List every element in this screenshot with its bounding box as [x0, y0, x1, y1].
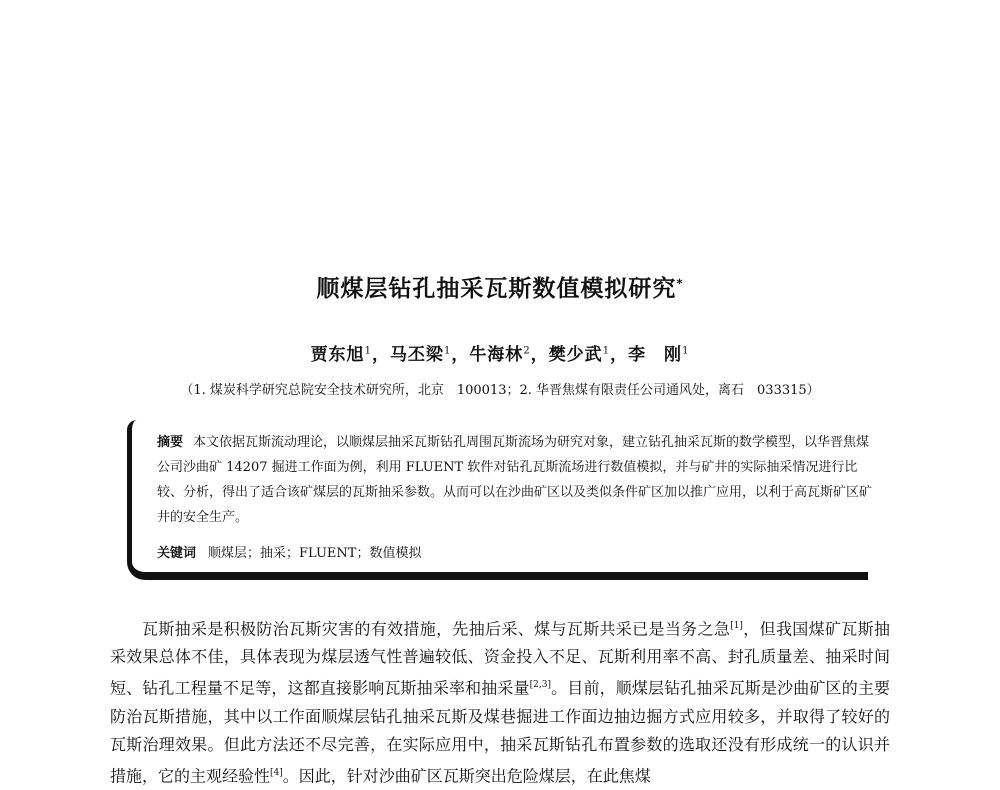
abstract	[157, 430, 877, 530]
author-affil-mark: 1	[682, 345, 690, 357]
abstract-label: 摘要	[157, 435, 184, 450]
citation: [2,3]	[529, 680, 552, 691]
author-affil-mark: 1	[443, 345, 452, 357]
author-name: 樊少武	[548, 345, 603, 365]
author-affil-mark: 1	[364, 345, 372, 357]
keywords-label: 关键词	[157, 546, 197, 561]
author-affil-mark: 2	[523, 345, 531, 357]
author-name: 马丕梁	[389, 345, 444, 365]
affiliation: （1. 煤炭科学研究总院安全技术研究所，北京 100013；2. 华晋焦煤有限责任公司通风处，离石 033315）	[180, 383, 820, 398]
author-list: 贾东旭$^1$，马丕梁$^1$，牛海林$^2$，樊少武$^1$，李 刚$^1$	[310, 345, 690, 365]
body-text: 。目前，顺煤层钻孔抽采瓦斯是沙曲矿区的主要防治瓦斯措施，其中以工作面顺煤层钻孔抽采瓦斯及煤巷掘进工作面边抽边掘方式应用较多，并取得了较好的瓦斯治理效果。但此方法还不尽完善，在实际应用中，抽采瓦斯钻孔布置参数的选取还没有形成统一的认识并措施，它的主观经验性	[110, 678, 890, 785]
keywords	[157, 542, 877, 561]
body-paragraph	[110, 612, 890, 790]
abstract-text: 本文依据瓦斯流动理论，以顺煤层抽采瓦斯钻孔周围瓦斯流场为研究对象，建立钻孔抽采瓦斯的数学模型，以华晋焦煤公司沙曲矿 14207 掘进工作面为例，利用 FLUENT 软件对钻孔瓦斯流场进行数值模拟，并与矿井的实际抽采情况进行比较、分析，得出了适合该矿煤层的瓦斯抽采参数。从而可以在沙曲矿区以及类似条件矿区加以推广应用，以利于高瓦斯矿区矿井的安全生产。	[157, 435, 873, 525]
author-affil-mark: 1	[602, 345, 611, 357]
body-text: ，但我国煤矿瓦斯抽采效果总体不佳，具体表现为煤层透气性普遍较低、资金投入不足、瓦斯利用率不高、封孔质量差、抽采时间短、钻孔工程量不足等，这都直接影响瓦斯抽采率和抽采量	[110, 619, 890, 698]
paper-title	[0, 270, 1000, 303]
title-footnote-mark: *	[676, 276, 684, 291]
citation: [1]	[730, 621, 743, 631]
body-text: 。因此，针对沙曲矿区瓦斯突出危险煤层，在此焦煤	[282, 765, 651, 785]
keywords-text: 顺煤层；抽采；FLUENT；数值模拟	[208, 546, 422, 561]
title-text: 顺煤层钻孔抽采瓦斯数值模拟研究	[316, 276, 677, 302]
body-text: 瓦斯抽采是积极防治瓦斯灾害的有效措施，先抽后采、煤与瓦斯共采已是当务之急	[142, 619, 731, 639]
citation: [4]	[270, 767, 283, 778]
author-name: 贾东旭	[310, 345, 365, 365]
author-name: 李 刚	[628, 345, 683, 365]
author-name: 牛海林	[469, 345, 524, 365]
